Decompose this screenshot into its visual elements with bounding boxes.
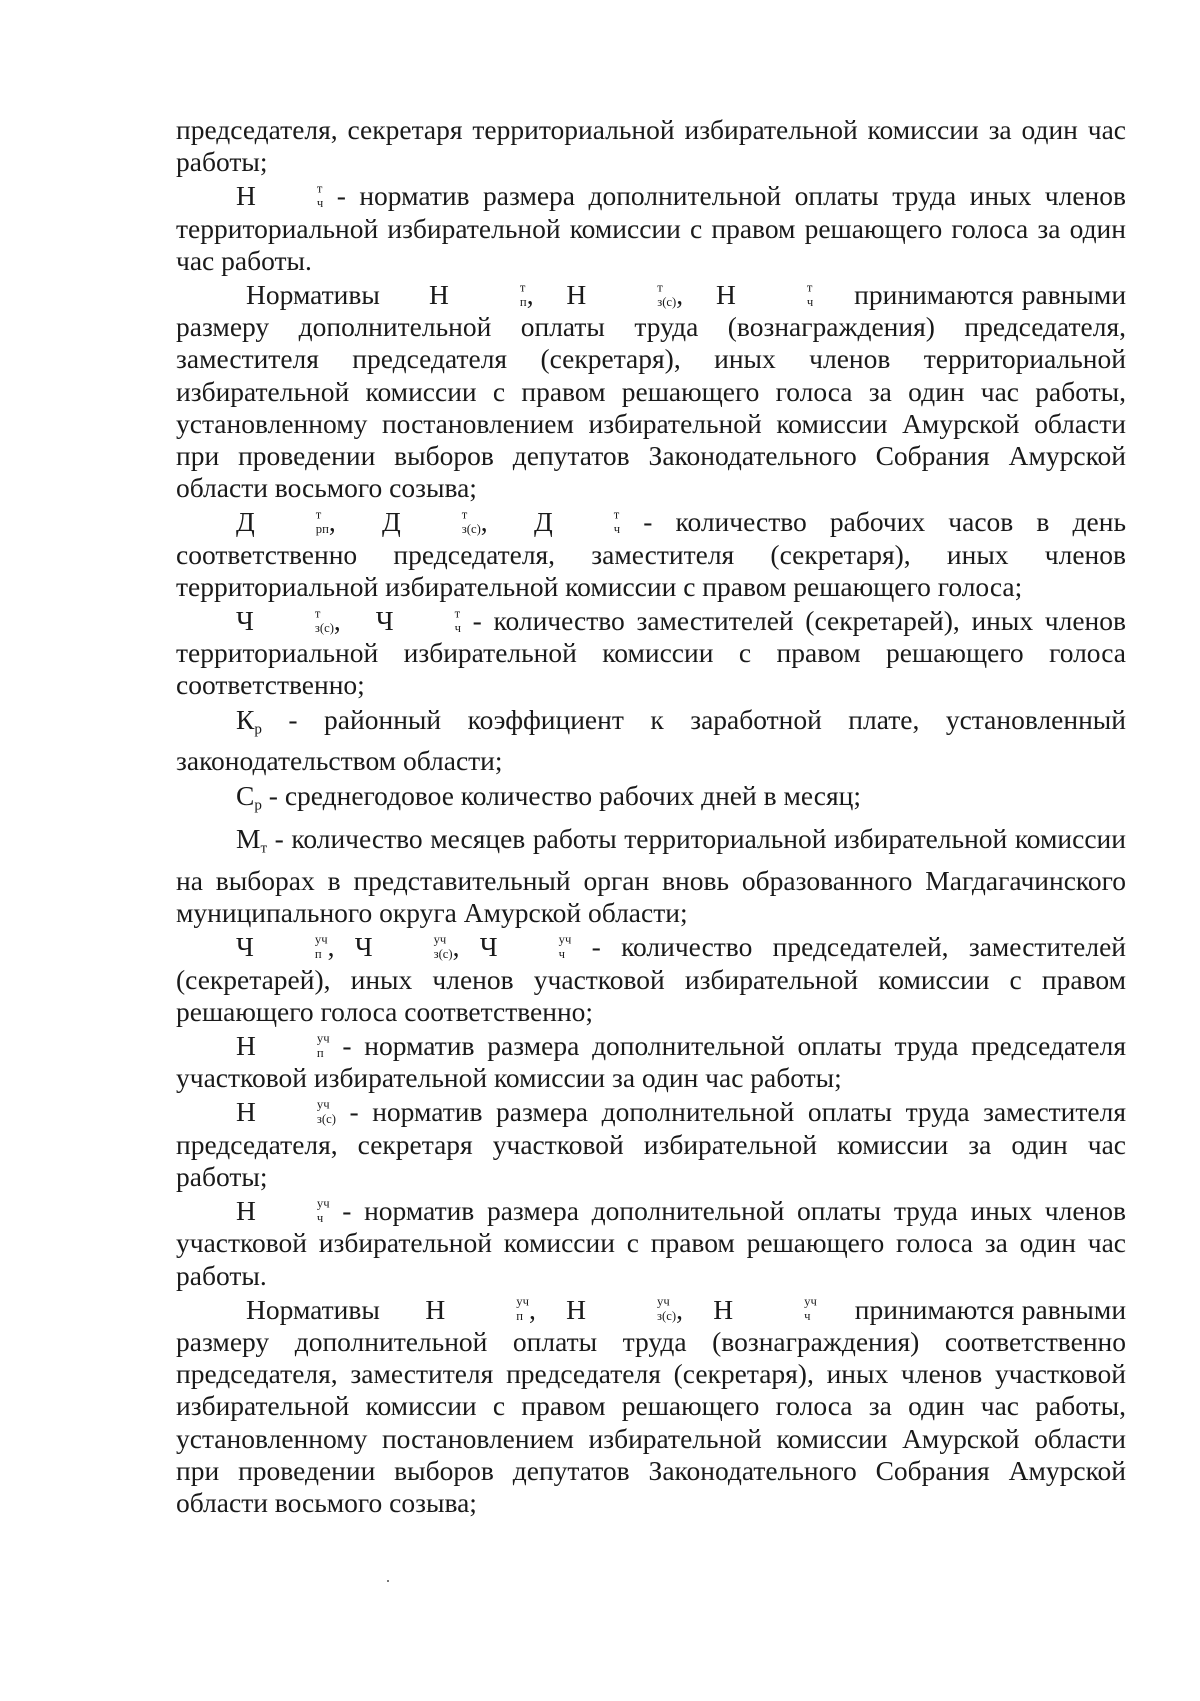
symbol-n-t-zs: Н т з(с) , [566,279,684,311]
symbol-sub: ч [806,294,814,309]
paragraph-text: председателя, секретаря территориальной избирательной комиссии за один час работы; [176,114,1126,178]
symbol-n-t-ch [236,180,323,211]
paragraph-text: - норматив размера дополнительной оплаты труда иных членов участковой избирательной комиссии с правом решающего голоса за один час работы. [176,1195,1126,1291]
symbol-base: Д [236,506,255,538]
symbol-n-t-p: Н т п , [429,279,534,311]
paragraph-text: - количество рабочих часов в день соответственно председателя, заместителя (секретаря), иных членов территориальной избирательной комиссии с правом решающего голоса; [176,506,1126,602]
symbol-sub: ч [558,946,566,961]
symbol-k-r [236,703,262,738]
symbol-sub: п [516,1309,524,1324]
symbol-n-uch-zs: Н уч з(с) , [566,1293,683,1325]
symbol-sub: ч [316,1210,324,1225]
symbol-ch-uch-p: Ч уч п , [236,931,335,963]
symbol-sup: уч [314,932,328,947]
symbol-base: Д [533,506,553,538]
symbol-base: Н [566,279,587,311]
paragraph-months-count [176,823,1126,929]
symbol-sub: ч [613,521,621,536]
symbol-scripts [374,932,453,962]
symbol-d-t-ch [534,506,620,537]
symbol-sup: уч [558,932,572,947]
symbol-sub: з(с) [316,1112,336,1126]
symbol-sub: п [316,1045,324,1060]
symbol-scripts [257,1196,330,1226]
symbol-scripts [734,1294,817,1324]
symbol-sub: з(с) [657,294,677,309]
symbol-base: Н [236,1030,256,1062]
symbol-base: Н [236,180,256,212]
symbol-base: Ч [236,931,254,963]
symbol-ch-uch-ch [480,931,572,962]
paragraph-text: - норматив размера дополнительной оплаты труда заместителя председателя, секретаря участковой избирательной комиссии за один час работы; [176,1096,1126,1192]
paragraph-lead: Нормативы [246,1293,380,1325]
symbol-n-uch-ch [713,1294,817,1325]
symbol-ch-t-ch [376,605,461,636]
symbol-sub: ч [804,1309,811,1324]
symbol-sub: р [254,797,262,814]
paragraph-text: - количество председателей, заместителей (секретарей), иных членов участковой избирательной комиссии с правом решающего голоса соответственно; [176,931,1126,1027]
symbol-sup: уч [433,932,447,947]
symbol-base: Н [715,279,736,311]
symbol-sup: уч [316,1097,330,1112]
symbol-n-t-ch [716,279,813,310]
paragraph-text: - норматив размера дополнительной оплаты труда иных членов территориальной избирательной комиссии с правом решающего голоса за один час работы. [176,180,1126,276]
symbol-d-t-rp: Д т рп , [236,506,336,538]
symbol-scripts [446,1294,529,1324]
symbol-base: Ч [236,605,254,637]
symbol-base: Ч [375,605,394,637]
symbol-scripts [257,181,324,211]
symbol-sub: п [314,946,322,961]
symbol-sup: т [657,279,663,294]
symbol-sup: уч [316,1031,330,1046]
paragraph-text: - среднегодовое количество рабочих дней в месяц; [261,779,861,811]
paragraph-normatives-territorial [176,279,1126,504]
symbol-scripts [257,1031,330,1061]
symbol-scripts [255,606,334,636]
symbol-base: Д [382,506,401,538]
symbol-sup: уч [516,1294,529,1309]
symbol-base: Н [425,1293,446,1325]
symbol-base: Ч [479,931,498,963]
symbol-sup: т [461,507,468,522]
paragraph-normatives-precinct [176,1294,1126,1519]
symbol-sup: уч [316,1196,330,1211]
symbol-scripts [587,1294,677,1324]
symbol-sup: уч [804,1294,817,1309]
symbol-sup: т [613,507,620,522]
symbol-n-uch-p [236,1030,330,1061]
paragraph-lead: Нормативы [246,279,380,311]
symbol-scripts [450,279,527,310]
symbol-scripts [257,1097,336,1127]
symbol-sup: т [519,279,526,294]
symbol-sup: т [806,279,813,294]
symbol-sup: т [316,181,323,196]
paragraph-continuation [176,114,1126,178]
paragraph-text: принимаются равными размеру дополнительной оплаты труда (вознаграждения) председателя, заместителя председателя (секретаря), иных членов территориальной избирательной комиссии с правом решающего голоса за один час работы, установленному постановлением избирательной комиссии Амурской области при проведении выборов депутатов Законодательного Собрания Амурской области восьмого созыва; [176,279,1127,504]
symbol-scripts [395,606,462,636]
symbol-base: Н [713,1293,734,1325]
symbol-scripts [587,279,677,310]
paragraph-text: - норматив размера дополнительной оплаты труда председателя участковой избирательной комиссии за один час работы; [176,1030,1126,1094]
symbol-sup: т [314,606,321,621]
symbol-n-uch-ch [236,1195,330,1226]
symbol-scripts [554,507,621,537]
paragraph-working-hours [176,506,1126,603]
symbol-base: Н [236,1195,256,1227]
symbol-sup: т [315,507,322,522]
paragraph-text: - районный коэффициент к заработной плате, установленный законодательством области; [176,703,1126,777]
symbol-sub: р [254,721,262,738]
paragraph-norm-precinct-deputy [176,1096,1126,1193]
symbol-base: К [236,703,255,735]
symbol-base: Ч [354,931,373,963]
symbol-sub: з(с) [314,620,334,635]
symbol-sub: з(с) [657,1309,677,1324]
paragraph-precinct-counts [176,931,1126,1028]
symbol-ch-uch-zs: Ч уч з(с) , [354,931,460,963]
symbol-scripts [737,279,814,310]
symbol-n-uch-p: Н уч п , [425,1293,536,1325]
symbol-sub: т [260,840,268,857]
symbol-base: С [236,779,255,811]
symbol-sub: рп [315,521,329,536]
paragraph-regional-coefficient [176,704,1126,778]
symbol-base: М [236,823,261,855]
symbol-base: Н [429,279,449,311]
paragraph-text: - количество заместителей (секретарей), иных членов территориальной избирательной комиссии с правом решающего голоса соответственно; [176,605,1126,701]
symbol-scripts [402,507,481,537]
symbol-sub: з(с) [461,521,481,536]
paragraph-deputies-count [176,605,1126,702]
symbol-s-r [236,779,262,814]
symbol-n-uch-zs [236,1096,336,1127]
paragraph-norm-precinct-chair [176,1030,1126,1094]
symbol-scripts [255,932,328,962]
paragraph-norm-territorial-members [176,180,1126,277]
symbol-scripts [499,932,572,962]
paragraph-text: - количество месяцев работы территориальной избирательной комиссии на выборах в представительный орган вновь образованного Магдагачинского муниципального округа Амурской области; [176,823,1126,929]
symbol-m-t [236,823,268,857]
symbol-sub: п [519,294,527,309]
paragraph-norm-precinct-members [176,1195,1126,1292]
symbol-scripts [256,507,329,537]
symbol-sub: ч [454,620,462,635]
symbol-d-t-zs: Д т з(с) , [382,506,488,538]
symbol-base: Н [236,1096,256,1128]
document-body [176,114,1126,1519]
symbol-sup: уч [657,1294,670,1309]
symbol-sub: з(с) [433,946,453,961]
paragraph-working-days [176,780,1126,822]
symbol-sup: т [454,606,461,621]
symbol-sub: ч [316,195,324,210]
scan-speck [387,1580,389,1582]
paragraph-text: принимаются равными размеру дополнительной оплаты труда (вознаграждения) соответственно председателя, заместителя председателя (секретаря), иных членов участковой избирательной комиссии с правом решающего голоса за один час работы, установленному постановлением избирательной комиссии Амурской области при проведении выборов депутатов Законодательного Собрания Амурской области восьмого созыва; [176,1293,1127,1518]
symbol-ch-t-zs: Ч т з(с) , [236,605,341,637]
symbol-base: Н [566,1293,587,1325]
